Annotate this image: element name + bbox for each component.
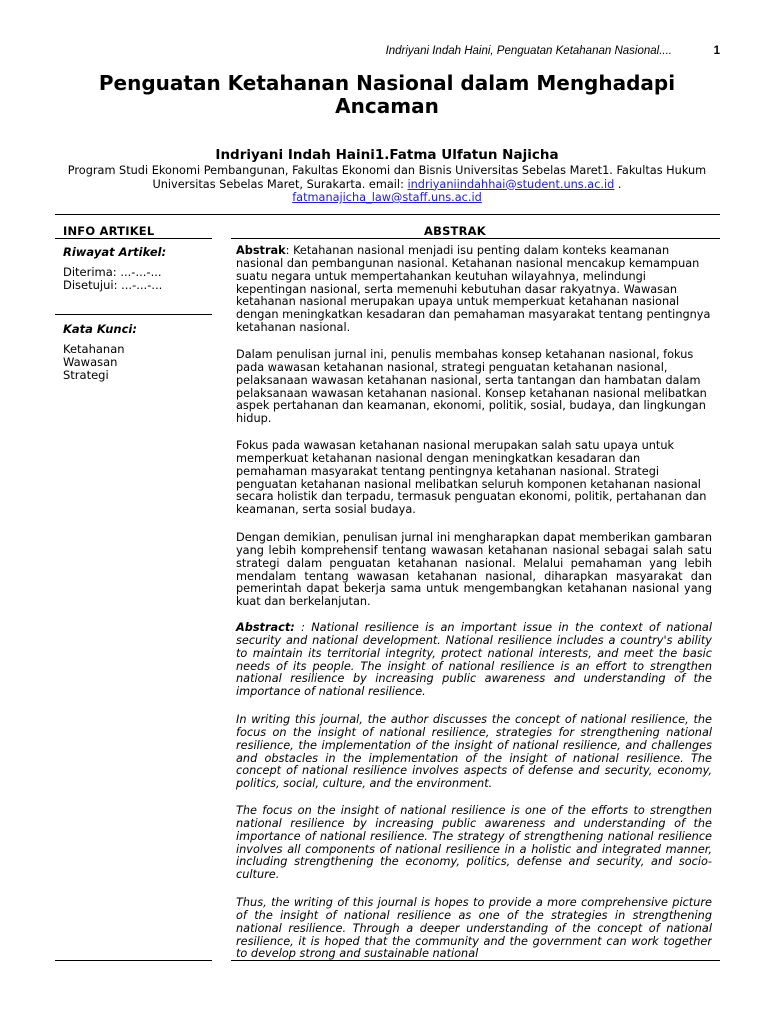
info-heading-rule [55,238,212,239]
paper-title: Penguatan Ketahanan Nasional dalam Menghadapi Ancaman [98,71,676,118]
email-separator: . [614,177,622,191]
keyword-item: Wawasan [63,355,118,369]
affiliation-text: Program Studi Ekonomi Pembangunan, Fakultas Ekonomi dan Bisnis Universitas Sebelas Maret1. Fakultas Hukum Universitas Sebelas Maret, Surakarta. email: [67,164,707,191]
abstrak-paragraph-2: Dalam penulisan jurnal ini, penulis membahas konsep ketahanan nasional, fokus pada wawasan ketahanan nasional, strategi penguatan ketahanan nasional, pelaksanaan wawasan ketahanan nasional, serta tantangan dan hambatan dalam pelaksanaan wawasan ketahanan nasional. Konsep ketahanan nasional melibatkan aspek pertahanan dan keamanan, ekonomi, politik, sosial, budaya, dan lingkungan hidup. [236,348,707,426]
paper-authors: Indriyani Indah Haini1.Fatma Ulfatun Najicha [215,147,559,163]
running-head-separator: , [490,45,497,57]
abstrak-bottom-rule [231,960,720,961]
abstrak-paragraph-4: Dengan demikian, penulisan jurnal ini mengharapkan dapat memberikan gambaran yang lebih komprehensif tentang wawasan ketahanan nasional sebagai salah satu strategi dalam penguatan ketahanan nasional. Melalui pemahaman yang lebih mendalam tentang wawasan ketahanan nasional, diharapkan masyarakat dan pemerintah dapat bekerja sama untuk mengembangkan ketahanan nasional yang kuat dan berkelanjutan. [236,531,712,609]
history-dates [63,266,162,292]
running-head [380,45,720,59]
info-bottom-rule [55,960,212,961]
running-head-title: Penguatan Ketahanan Nasional.... [496,45,672,57]
page-number: 1 [713,45,720,57]
affiliation [48,164,726,205]
top-rule [55,214,720,215]
keyword-item: Strategi [63,368,109,382]
abstract-paragraph-1 [236,622,712,699]
info-artikel-heading: INFO ARTIKEL [63,224,155,238]
email-link-1[interactable]: indriyaniindahhai@student.uns.ac.id [407,177,615,191]
abstrak-heading: ABSTRAK [424,224,486,238]
diterima-date: Diterima: ...-...-... [63,265,162,279]
abstrak-paragraph-1 [236,245,712,335]
abstrak-paragraph-3: Fokus pada wawasan ketahanan nasional merupakan salah satu upaya untuk memperkuat ketahanan nasional dengan meningkatkan kesadaran dan pemahaman masyarakat tentang pentingnya ketahanan nasional. Strategi penguatan ketahanan nasional melibatkan seluruh komponen ketahanan nasional secara holistik dan terpadu, termasuk penguatan ekonomi, politik, pertahanan dan keamanan, serta sosial budaya. [236,439,707,517]
abstrak-heading-rule [231,238,720,239]
abstract-paragraph-3: The focus on the insight of national resilience is one of the efforts to strengthen national resilience by increasing public awareness and understanding of the importance of national resilience. The strategy of strengthening national resilience involves all components of national resilience in a holistic and integrated manner, including strengthening the economy, politics, defense and security, and socio-culture. [236,804,712,882]
kata-kunci-label: Kata Kunci: [63,322,137,336]
keyword-item: Ketahanan [63,342,125,356]
abstract-paragraph-4: Thus, the writing of this journal is hopes to provide a more comprehensive picture of the insight of national resilience as one of the strategies in strengthening national resilience. Through a deeper understanding of the concept of national resilience, it is hoped that the community and the government can work together to develop strong and sustainable national [236,897,712,961]
abstrak-lead: Abstrak [236,244,286,257]
disetujui-date: Disetujui: ...-...-... [63,278,163,292]
running-head-text [386,45,672,57]
email-link-2[interactable]: fatmanajicha_law@staff.uns.ac.id [292,191,482,204]
abstrak-p1-text: : Ketahanan nasional menjadi isu penting dalam konteks keamanan nasional dan pembangunan nasional. Ketahanan nasional mencakup kemampuan suatu negara untuk mempertahankan keutuhan wilayahnya, melindungi kepentingan nasional, serta memenuhi kebutuhan dasar rakyatnya. Wawasan ketahanan nasional merupakan upaya untuk memperkuat ketahanan nasional dengan meningkatkan kesadaran dan pemahaman masyarakat tentang pentingnya ketahanan nasional. [236,244,711,335]
abstract-paragraph-2: In writing this journal, the author discusses the concept of national resilience, the focus on the insight of national resilience, strategies for strengthening national resilience, the implementation of the insight of national resilience, and challenges and obstacles in the implementation of the insight of national resilience. The concept of national resilience involves aspects of defense and security, economy, politics, social, culture, and the environment. [236,713,712,791]
keyword-list [63,343,125,382]
riwayat-artikel-label: Riwayat Artikel: [63,245,167,259]
info-divider [55,314,212,315]
abstract-lead: Abstract: [236,621,295,634]
running-head-author: Indriyani Indah Haini [385,45,491,57]
abstract-p1-text: : National resilience is an important issue in the context of national security and national development. National resilience includes a country's ability to maintain its territorial integrity, protect national interests, and meet the basic needs of its people. The insight of national resilience is an effort to strengthen national resilience by increasing public awareness and understanding of the importance of national resilience. [236,621,712,699]
